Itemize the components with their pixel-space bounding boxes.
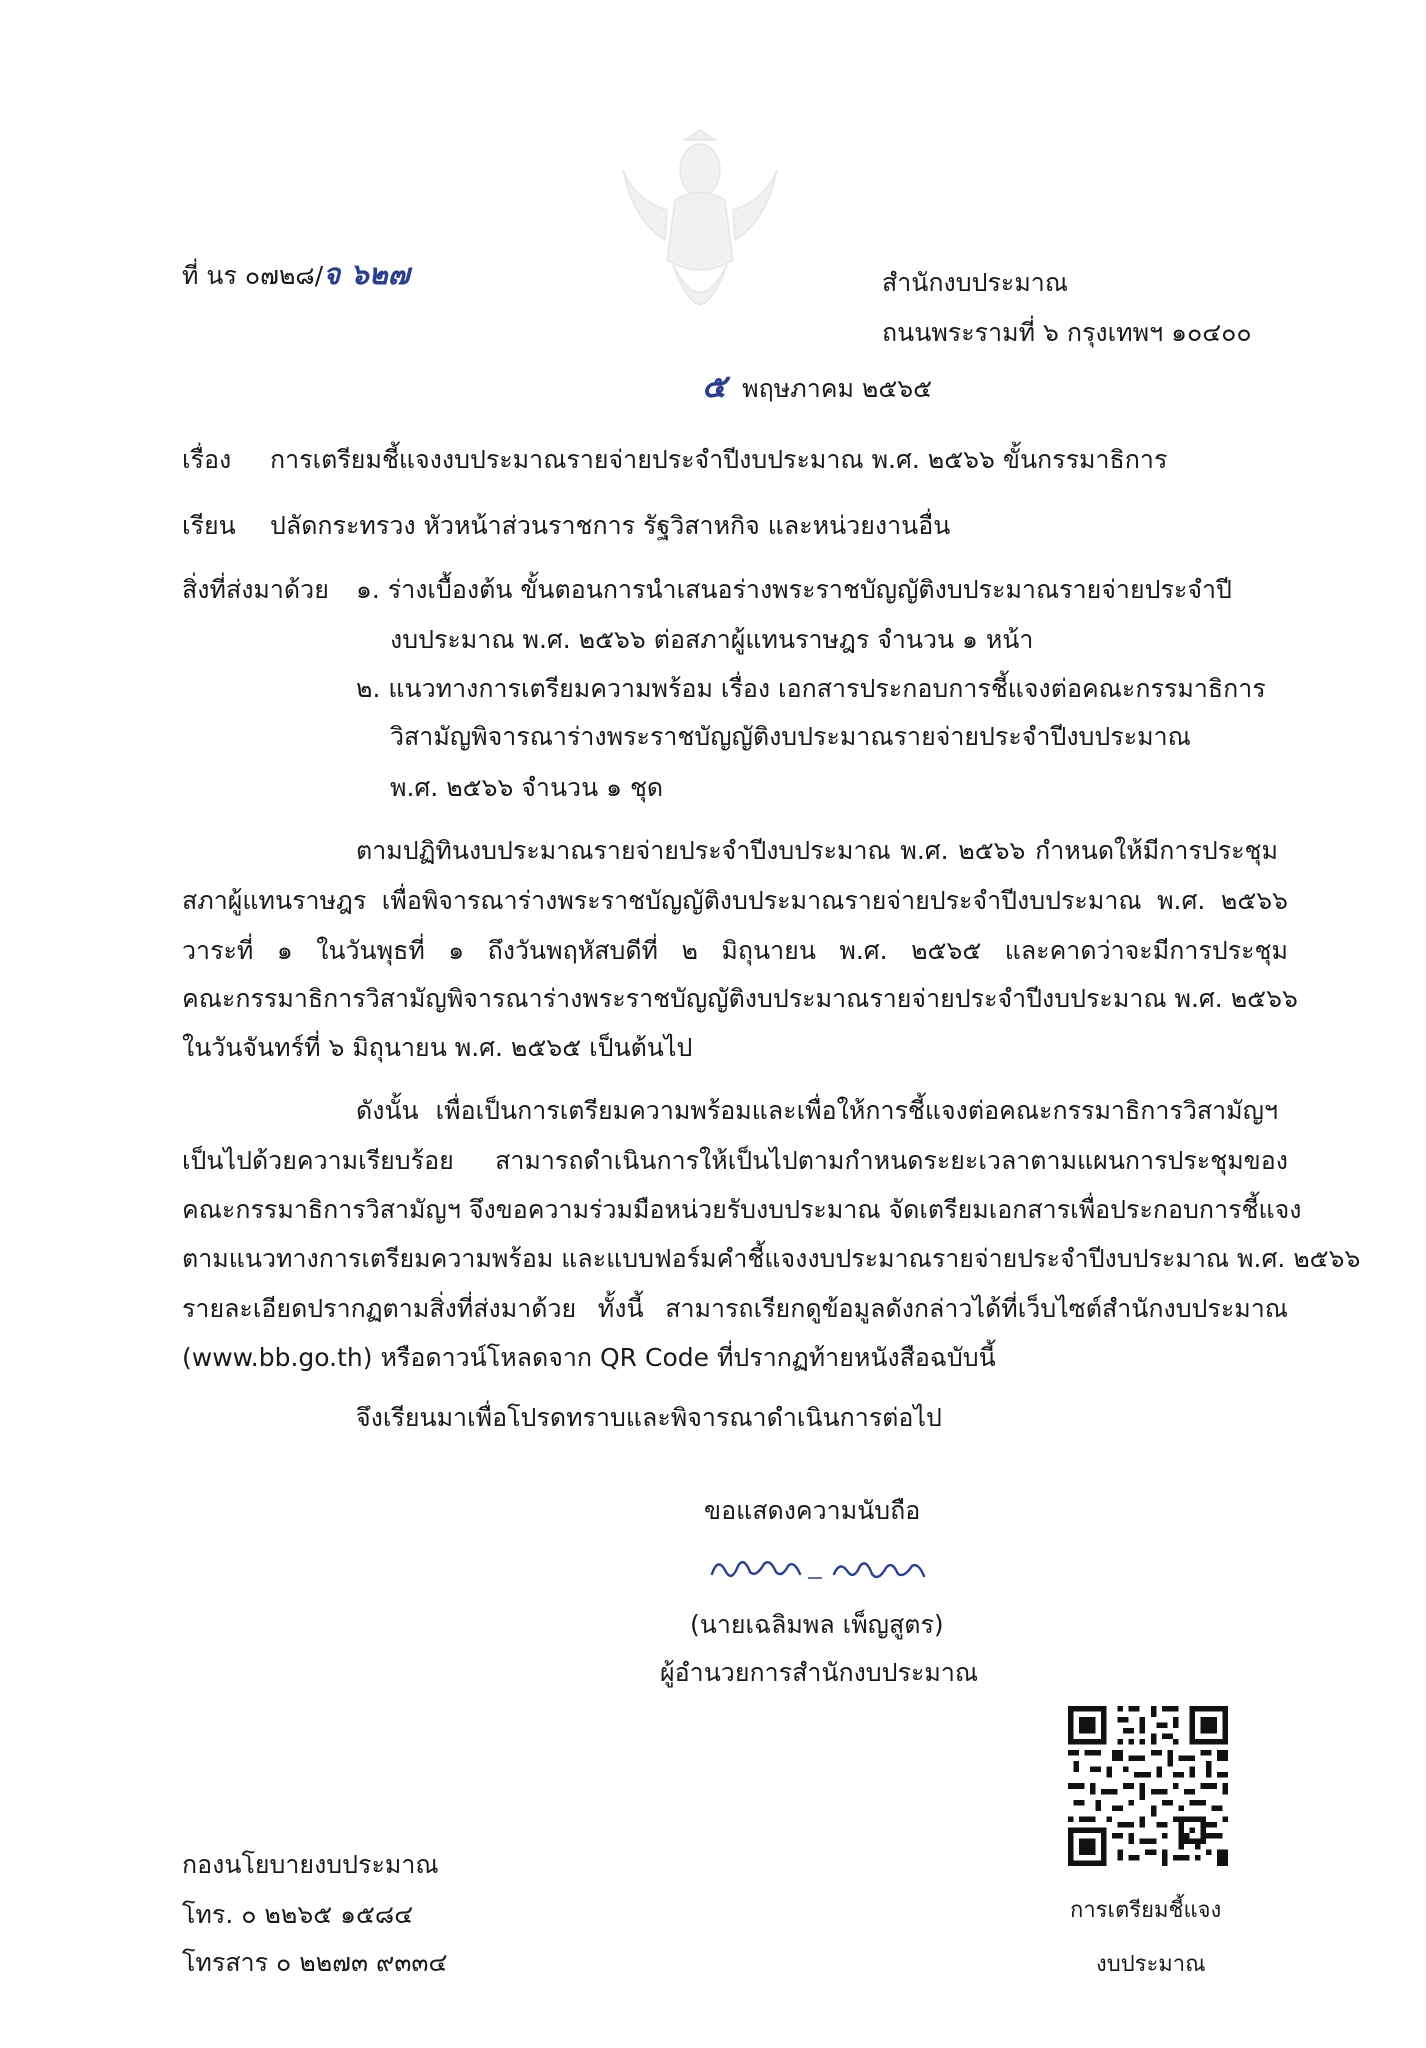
paragraph-1-line-2: สภาผู้แทนราษฎร เพื่อพิจารณาร่างพระราชบัญญัติงบประมาณรายจ่ายประจำปีงบประมาณ พ.ศ. ๒๕๖๖ (182, 886, 1288, 915)
paragraph-2-line-1: ดังนั้น เพื่อเป็นการเตรียมความพร้อมและเพื่อให้การชี้แจงต่อคณะกรรมาธิการวิสามัญฯ (356, 1096, 1278, 1125)
signatory-name: (นายเฉลิมพล เพ็ญสูตร) (690, 1610, 944, 1639)
paragraph-2-line-5: รายละเอียดปรากฏตามสิ่งที่ส่งมาด้วย ทั้งนี้ สามารถเรียกดูข้อมูลดังกล่าวได้ที่เว็บไซต์สำนักงบประมาณ (182, 1294, 1288, 1323)
closing-salutation: ขอแสดงความนับถือ (704, 1496, 921, 1525)
paragraph-2-line-3: คณะกรรมาธิการวิสามัญฯ จึงขอความร่วมมือหน่วยรับงบประมาณ จัดเตรียมเอกสารเพื่อประกอบการชี้แจง (182, 1195, 1302, 1224)
recipient-label: เรียน (182, 511, 236, 540)
enclosure-1-line-2: งบประมาณ พ.ศ. ๒๕๖๖ ต่อสภาผู้แทนราษฎร จำนวน ๑ หน้า (390, 625, 1034, 654)
sender-org-address: ถนนพระรามที่ ๖ กรุงเทพฯ ๑๐๔๐๐ (882, 318, 1252, 347)
paragraph-3: จึงเรียนมาเพื่อโปรดทราบและพิจารณาดำเนินการต่อไป (356, 1403, 942, 1432)
paragraph-1-line-4: คณะกรรมาธิการวิสามัญพิจารณาร่างพระราชบัญญัติงบประมาณรายจ่ายประจำปีงบประมาณ พ.ศ. ๒๕๖๖ (182, 984, 1298, 1013)
enclosure-2-line-3: พ.ศ. ๒๕๖๖ จำนวน ๑ ชุด (390, 773, 664, 802)
enclosure-2-line-2: วิสามัญพิจารณาร่างพระราชบัญญัติงบประมาณรายจ่ายประจำปีงบประมาณ (390, 722, 1191, 751)
signatory-position: ผู้อำนวยการสำนักงบประมาณ (660, 1658, 979, 1687)
signature-icon (708, 1548, 968, 1588)
date-month-year: พฤษภาคม ๒๕๖๕ (742, 374, 933, 403)
enclosure-2-line-1: ๒. แนวทางการเตรียมความพร้อม เรื่อง เอกสารประกอบการชี้แจงต่อคณะกรรมาธิการ (356, 674, 1266, 703)
paragraph-1-line-1: ตามปฏิทินงบประมาณรายจ่ายประจำปีงบประมาณ พ.ศ. ๒๕๖๖ กำหนดให้มีการประชุม (356, 836, 1278, 865)
sender-org-name: สำนักงบประมาณ (882, 268, 1069, 297)
subject-label: เรื่อง (182, 445, 232, 474)
paragraph-1-line-3: วาระที่ ๑ ในวันพุธที่ ๑ ถึงวันพฤหัสบดีที่ ๒ มิถุนายน พ.ศ. ๒๕๖๕ และคาดว่าจะมีการประชุม (182, 936, 1288, 965)
footer-phone: โทร. ๐ ๒๒๖๕ ๑๕๘๔ (182, 1900, 414, 1929)
paragraph-2-line-6: (www.bb.go.th) หรือดาวน์โหลดจาก QR Code ที่ปรากฏท้ายหนังสือฉบับนี้ (182, 1343, 996, 1372)
subject-text: การเตรียมชี้แจงงบประมาณรายจ่ายประจำปีงบประมาณ พ.ศ. ๒๕๖๖ ขั้นกรรมาธิการ (270, 445, 1168, 474)
qr-code-icon[interactable] (1068, 1706, 1228, 1866)
document-number (182, 258, 410, 292)
handwritten-signature (708, 1548, 968, 1588)
date-day-handwritten: ๕ (702, 367, 727, 405)
paragraph-2-line-2: เป็นไปด้วยความเรียบร้อย สามารถดำเนินการให้เป็นไปตามกำหนดระยะเวลาตามแผนการประชุมของ (182, 1146, 1288, 1175)
qr-caption-line-2: งบประมาณ (1096, 1952, 1206, 1977)
recipient-text: ปลัดกระทรวง หัวหน้าส่วนราชการ รัฐวิสาหกิจ และหน่วยงานอื่น (270, 511, 951, 540)
qr-caption-line-1: การเตรียมชี้แจง (1070, 1898, 1222, 1923)
footer-division: กองนโยบายงบประมาณ (182, 1850, 439, 1879)
enclosure-1-line-1: ๑. ร่างเบื้องต้น ขั้นตอนการนำเสนอร่างพระราชบัญญัติงบประมาณรายจ่ายประจำปี (356, 575, 1232, 604)
footer-fax: โทรสาร ๐ ๒๒๗๓ ๙๓๓๔ (182, 1948, 448, 1977)
enclosures-label: สิ่งที่ส่งมาด้วย (182, 575, 329, 604)
document-number-handwritten: จ ๖๒๗ (323, 257, 410, 291)
paragraph-2-line-4: ตามแนวทางการเตรียมความพร้อม และแบบฟอร์มคำชี้แจงงบประมาณรายจ่ายประจำปีงบประมาณ พ.ศ. ๒๕๖๖ (182, 1244, 1361, 1273)
document-date (702, 367, 933, 405)
garuda-emblem (615, 130, 785, 325)
paragraph-1-line-5: ในวันจันทร์ที่ ๖ มิถุนายน พ.ศ. ๒๕๖๕ เป็นต้นไป (182, 1033, 693, 1062)
document-number-prefix: ที่ นร ๐๗๒๘/ (182, 261, 324, 290)
